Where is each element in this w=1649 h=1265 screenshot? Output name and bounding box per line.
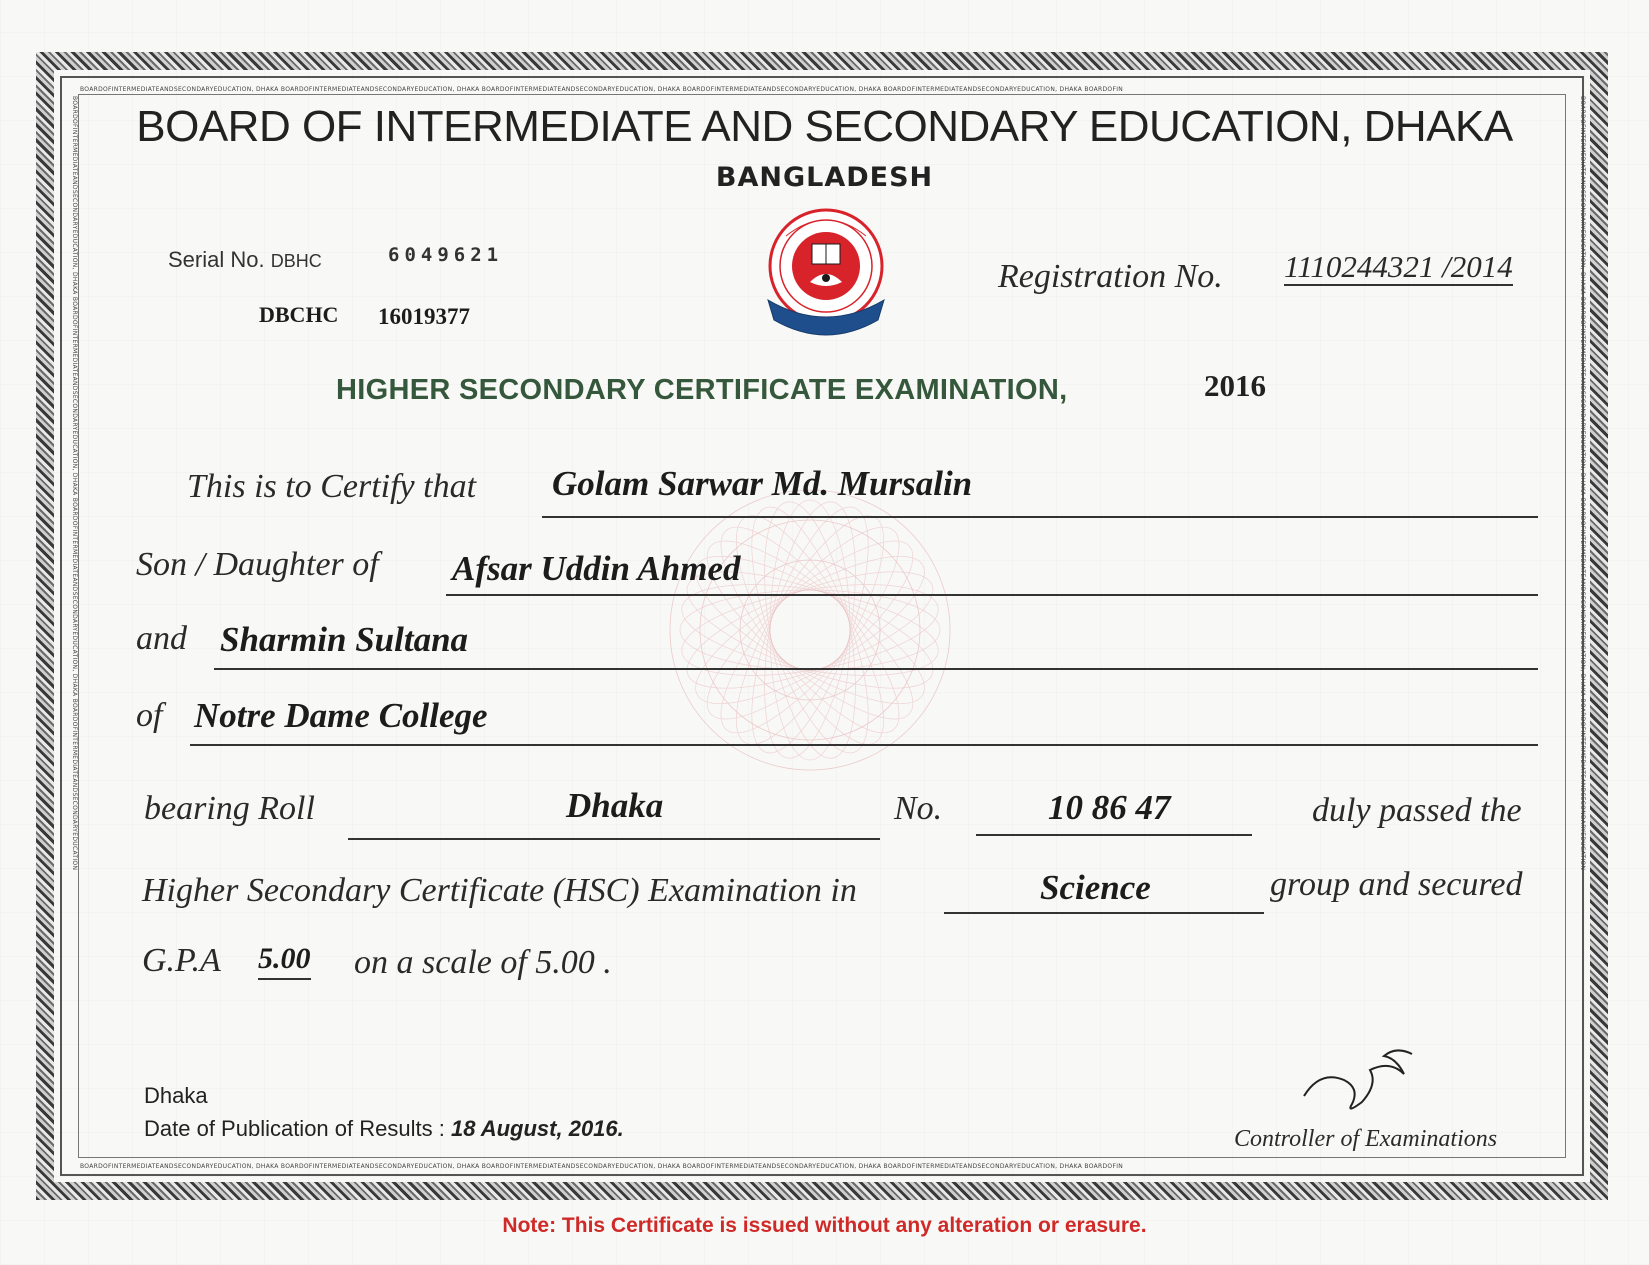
scale-label: on a scale of 5.00 . xyxy=(354,944,612,981)
border-microtext-top: BOARDOFINTERMEDIATEANDSECONDARYEDUCATION, DHAKA BOARDOFINTERMEDIATEANDSECONDARYEDUCATION, DHAKA BOARDOFINTERMEDIATEANDSECONDARYEDUCATION, DHAKA BOARDOFINTERMEDIATEANDSECONDARYEDUCATION, DHAKA BOARDOFINTERMEDIATEANDSECONDARYEDUCATION, DHAKA BOARDOFIN xyxy=(80,86,1124,93)
board-title: BOARD OF INTERMEDIATE AND SECONDARY EDUCATION, DHAKA xyxy=(136,102,1513,151)
certify-label: This is to Certify that xyxy=(187,468,477,505)
name-rule xyxy=(542,516,1538,518)
father-rule xyxy=(446,594,1538,596)
father-name: Afsar Uddin Ahmed xyxy=(452,549,741,588)
roll-number: 10 86 47 xyxy=(1048,788,1171,827)
board-seal-logo xyxy=(746,204,906,354)
roll-center-rule xyxy=(348,838,880,840)
mother-name: Sharmin Sultana xyxy=(220,620,469,659)
student-name: Golam Sarwar Md. Mursalin xyxy=(552,464,973,503)
publication-line xyxy=(144,1116,624,1142)
controller-title: Controller of Examinations xyxy=(1234,1126,1498,1152)
exam-line-label: Higher Secondary Certificate (HSC) Examination in xyxy=(142,872,857,909)
dbchc-label: DBCHC xyxy=(259,302,339,327)
publication-label: Date of Publication of Results : xyxy=(144,1116,445,1141)
serial-prefix: DBHC xyxy=(270,251,322,271)
border-microtext-right: BOARDOFINTERMEDIATEANDSECONDARYEDUCATION, DHAKA BOARDOFINTERMEDIATEANDSECONDARYEDUCATION, DHAKA BOARDOFINTERMEDIATEANDSECONDARYEDUCATION, DHAKA BOARDOFINTERMEDIATEANDSECONDARYEDUCATION xyxy=(1579,96,1586,871)
college-rule xyxy=(190,744,1538,746)
border-microtext-left: BOARDOFINTERMEDIATEANDSECONDARYEDUCATION, DHAKA BOARDOFINTERMEDIATEANDSECONDARYEDUCATION, DHAKA BOARDOFINTERMEDIATEANDSECONDARYEDUCATION, DHAKA BOARDOFINTERMEDIATEANDSECONDARYEDUCATION xyxy=(71,96,78,871)
group-rule xyxy=(944,912,1264,914)
exam-title: HIGHER SECONDARY CERTIFICATE EXAMINATION, xyxy=(336,374,1068,406)
border-microtext-bottom: BOARDOFINTERMEDIATEANDSECONDARYEDUCATION, DHAKA BOARDOFINTERMEDIATEANDSECONDARYEDUCATION, DHAKA BOARDOFINTERMEDIATEANDSECONDARYEDUCATION, DHAKA BOARDOFINTERMEDIATEANDSECONDARYEDUCATION, DHAKA BOARDOFINTERMEDIATEANDSECONDARYEDUCATION, DHAKA BOARDOFIN xyxy=(80,1163,1124,1170)
group-name: Science xyxy=(1040,868,1151,907)
and-label: and xyxy=(136,620,187,657)
issue-place: Dhaka xyxy=(144,1083,208,1108)
roll-center: Dhaka xyxy=(566,786,664,825)
gpa-value: 5.00 xyxy=(258,940,311,980)
no-label: No. xyxy=(894,790,943,827)
publication-date: 18 August, 2016. xyxy=(450,1116,624,1141)
serial-number: 6049621 xyxy=(388,244,504,266)
roll-number-rule xyxy=(976,834,1252,836)
mother-rule xyxy=(214,668,1538,670)
parent-label: Son / Daughter of xyxy=(136,546,379,583)
of-label: of xyxy=(136,697,163,734)
serial-label-text: Serial No. xyxy=(168,247,265,272)
country-subtitle: BANGLADESH xyxy=(715,162,934,193)
serial-label xyxy=(168,247,322,273)
controller-signature xyxy=(1300,1040,1420,1120)
college-name: Notre Dame College xyxy=(194,696,488,735)
passed-label: duly passed the xyxy=(1312,792,1522,829)
group-label: group and secured xyxy=(1270,866,1523,903)
roll-label: bearing Roll xyxy=(144,790,315,827)
gpa-label: G.P.A xyxy=(142,942,221,979)
dbchc-value: 16019377 xyxy=(378,304,470,329)
registration-number: 1110244321 /2014 xyxy=(1284,249,1513,284)
registration-label: Registration No. xyxy=(998,258,1223,295)
alteration-note: Note: This Certificate is issued without any alteration or erasure. xyxy=(502,1214,1147,1237)
exam-year: 2016 xyxy=(1204,368,1266,403)
